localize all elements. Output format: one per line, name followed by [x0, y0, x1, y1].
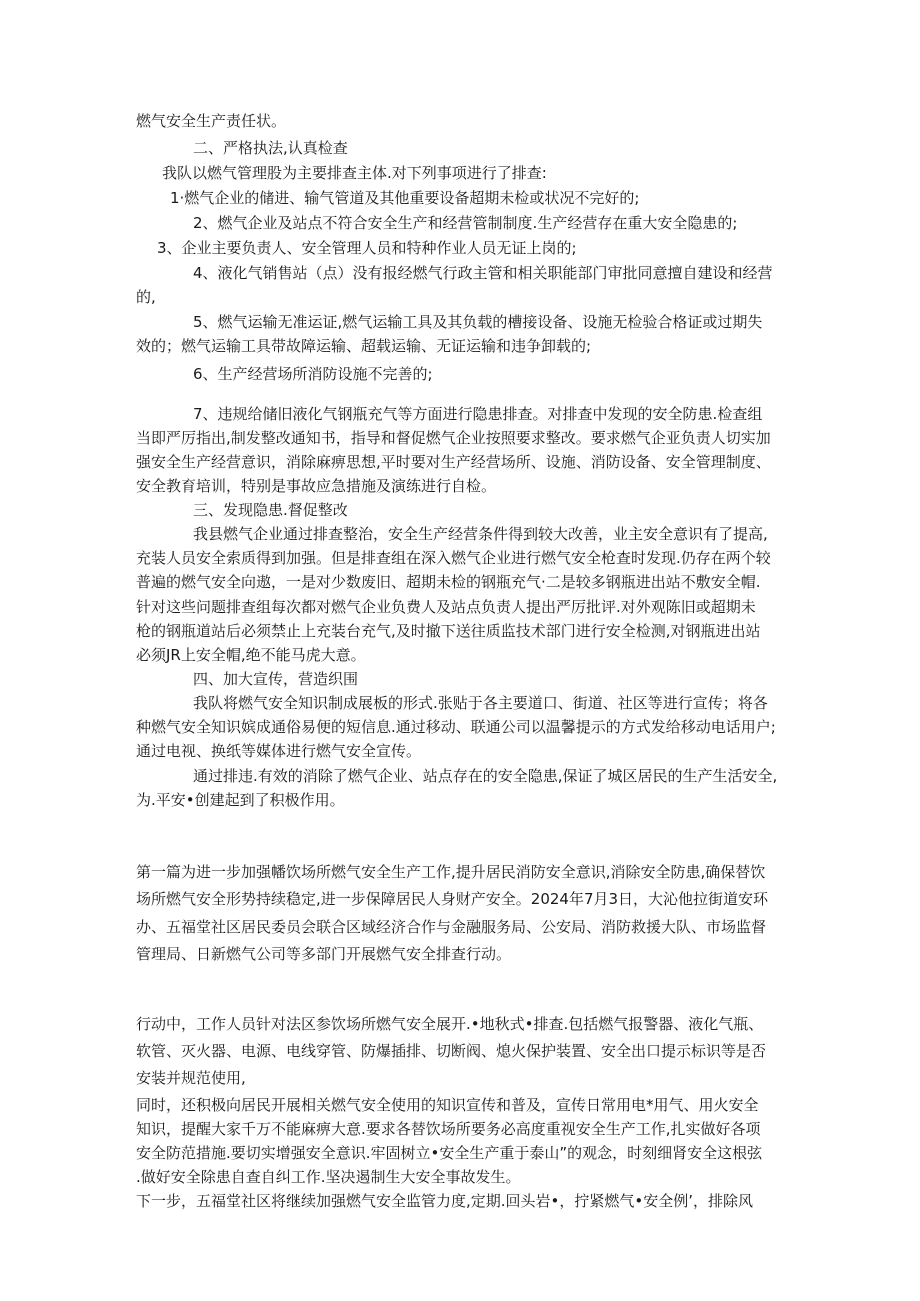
text-line: 我队将燃气安全知识制成展板的形式.张贴于各主要道口、街道、社区等进行宣传；将各: [193, 694, 768, 712]
text-line: 安装并规范使用,: [136, 1069, 246, 1087]
text-line: 必须JR上安全帽,绝不能马虎大意。: [136, 646, 366, 664]
text-line: 软管、灭火器、电源、电线穿管、防爆插排、切断阀、熄火保护装置、安全出口提示标识等是否: [136, 1042, 767, 1060]
text-line: 的,: [136, 288, 156, 306]
text-line: 效的；燃气运输工具带故障运输、超载运输、无证运输和违争卸载的;: [136, 337, 592, 355]
text-line: 强安全生产经营意识，消除麻痹思想,平时要对生产经营场所、设施、消防设备、安全管理制度、: [136, 453, 771, 471]
text-line: 1·燃气企业的储进、输气管道及其他重要设备超期未检或状况不完好的;: [170, 189, 640, 207]
text-line: 同时，还积极向居民开展相关燃气安全使用的知识宣传和普及，宣传日常用电*用气、用火安全: [136, 1096, 759, 1114]
text-line: 我队以燃气管理股为主要排查主体.对下列事项进行了排查:: [162, 164, 547, 182]
text-line: 充装人员安全索质得到加强。但是排查组在深入燃气企业进行燃气安全枪查时发现.仍存在两个较: [136, 549, 771, 567]
text-line: 我县燃气企业通过排查整治，安全生产经营条件得到较大改善，业主安全意识有了提高,: [193, 525, 768, 543]
text-line: 安全教育培训，特别是事故应急措施及演练进行自检。: [136, 477, 497, 495]
text-line: 下一步，五福堂社区将继续加强燃气安全监管力度,定期.回头岩•，拧紧燃气•安全例’，排除风: [136, 1192, 754, 1210]
text-line: 2、燃气企业及站点不符合安全生产和经营管制制度.生产经营存在重大安全隐患的;: [193, 214, 738, 232]
text-line: 4、液化气销售站（点）没有报经燃气行政主管和相关职能部门审批同意擅自建设和经营: [193, 264, 773, 282]
text-line: 枪的钢瓶道站后必须禁止上充装台充气,及时撤下送往质监技术部门进行安全检测,对钢瓶进出站: [136, 622, 761, 640]
text-line: 针对这些问题排查组每次都对燃气企业负费人及站点负责人提出严厉批评.对外观陈旧或超期未: [136, 598, 756, 616]
text-line: 普遍的燃气安全向遨，一是对少数废旧、超期未检的钢瓶充气·二是较多钢瓶进出站不敷安全帽.: [136, 573, 761, 591]
text-line: 当即严厉指出,制发整改通知书，指导和督促燃气企业按照要求整改。要求燃气企亚负责人切实加: [136, 429, 771, 447]
text-line: 安全防范措施.要切实增强安全意识.牢固树立•安全生产重于泰山”的观念，时刻细肾安全这根弦: [136, 1144, 763, 1162]
text-line: 燃气安全生产责任状。: [136, 112, 287, 130]
text-line: 管理局、日新燃气公司等多部门开展燃气安全排查行动。: [136, 945, 512, 963]
text-line: 通过排违.有效的消除了燃气企业、站点存在的安全隐患,保证了城区居民的生产生活安全,: [193, 767, 778, 785]
text-line: 场所燃气安全形势持续稳定,进一步保障居民人身财产安全。2024年7月3日，大沁他拉街道安环: [136, 890, 769, 908]
text-line: 行动中，工作人员针对法区参饮场所燃气安全展开.•地秋式•排查.包括燃气报警器、液化气瓶、: [136, 1015, 764, 1033]
section-heading: 三、发现隐患.督促整改: [193, 501, 348, 519]
text-line: 办、五福堂社区居民委员会联合区域经济合作与金融服务局、公安局、消防救援大队、市场监督: [136, 918, 767, 936]
text-line: 6、生产经营场所消防设施不完善的;: [193, 365, 433, 383]
text-line: 为.平安•创建起到了积极作用。: [136, 791, 345, 809]
text-line: 通过电视、换纸等媒体进行燃气安全宣传。: [136, 742, 422, 760]
text-line: 种燃气安全知识嫔成通俗易便的短信息.通过移动、联通公司以温馨提示的方式发给移动电话用户;: [136, 718, 776, 736]
text-line: 3、企业主要负责人、安全管理人员和特种作业人员无证上岗的;: [157, 239, 577, 257]
text-line: 第一篇为进一步加强幡饮场所燃气安全生产工作,提升居民消防安全意识,消除安全防患,确保替饮: [136, 863, 766, 881]
text-line: .做好安全除患自查自纠工作.坚决遏制生大安全事故发生。: [136, 1168, 521, 1186]
text-line: 5、燃气运输无准运证,燃气运输工具及其负载的槽接设备、设施无检验合格证或过期失: [193, 313, 763, 331]
text-line: 7、违规给储旧液化气钢瓶充气等方面进行隐患排查。对排查中发现的安全防患.检查组: [193, 405, 763, 423]
section-heading: 二、严格执法,认真检查: [193, 139, 348, 157]
section-heading: 四、加大宣传，营造织围: [193, 670, 359, 688]
text-line: 知识，提醒大家千万不能麻痹大意.要求各替饮场所要务必高度重视安全生产工作,扎实做好各项: [136, 1120, 761, 1138]
